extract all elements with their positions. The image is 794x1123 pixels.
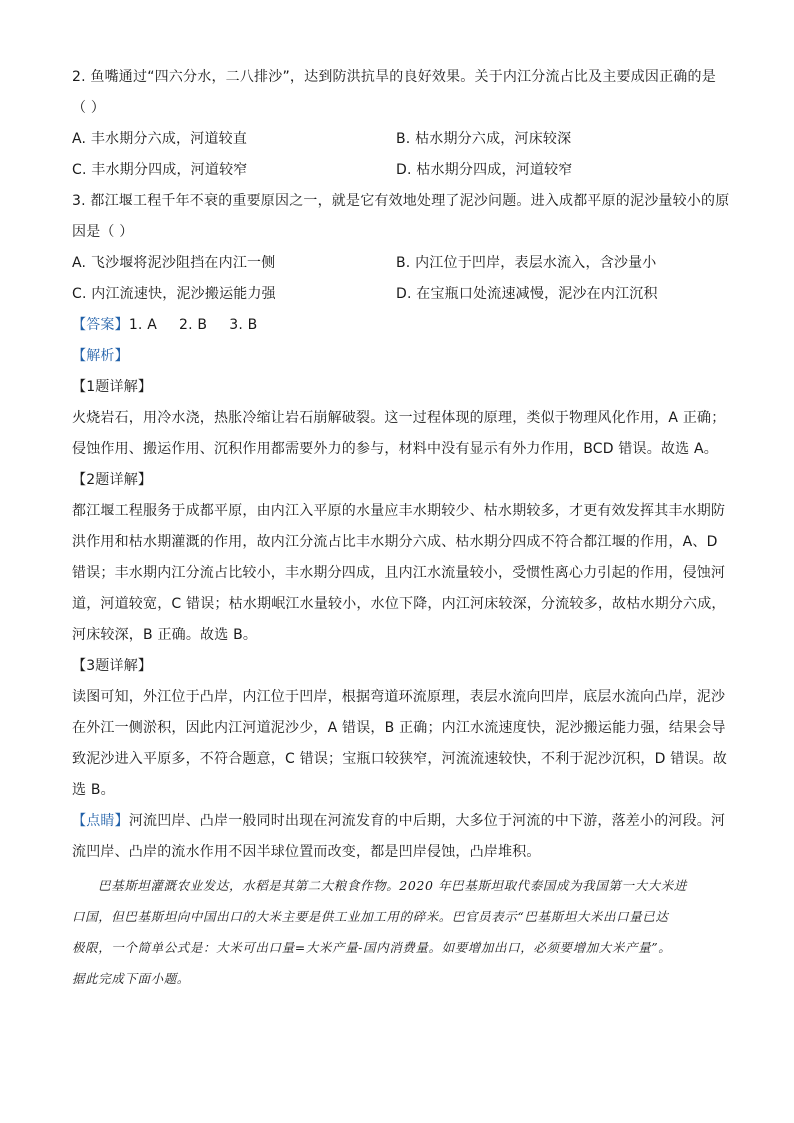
question-3-option-d: D. 在宝瓶口处流速减慢，泥沙在内江沉积 [396,286,658,302]
detail-1-line-1: 火烧岩石，用冷水浇，热胀冷缩让岩石崩解破裂。这一过程体现的原理，类似于物理风化作用，A 正确； [72,410,726,426]
detail-2-line-5: 河床较深，B 正确。故选 B。 [72,627,258,643]
analysis-heading [72,341,732,372]
question-3-option-b: B. 内江位于凹岸，表层水流入，含沙量小 [396,255,657,271]
detail-3-heading: 【3题详解】 [72,658,153,674]
question-3-options-row-2 [72,279,732,310]
passage-line-2: 口国，但巴基斯坦向中国出口的大米主要是供工业加工用的碎米。巴官员表示“巴基斯坦大米出口量已达 [72,909,669,924]
detail-1-heading: 【1题详解】 [72,379,153,395]
question-3-stem-line-2: 因是（ ） [72,224,134,240]
detail-2-line-4: 道，河道较宽，C 错误；枯水期岷江水量较小，水位下降，内江河床较深，分流较多，故枯水期分六成， [72,596,726,612]
answer-line [72,310,732,341]
detail-2-line-1: 都江堰工程服务于成都平原，由内江入平原的水量应丰水期较少、枯水期较多，才更有效发挥其丰水期防 [72,503,726,519]
question-2-stem-line-1: 2. 鱼嘴通过“四六分水，二八排沙”，达到防洪抗旱的良好效果。关于内江分流占比及主要成因正确的是 [72,69,716,85]
question-2-option-d: D. 枯水期分四成，河道较窄 [396,162,573,178]
analysis-tag: 【解析】 [72,348,129,364]
passage-line-1: 巴基斯坦灌溉农业发达，水稻是其第二大粮食作物。2020 年巴基斯坦取代泰国成为我国第一大大米进 [98,878,687,893]
question-3-options-row-1 [72,248,732,279]
detail-3-line-2: 在外江一侧淤积，因此内江河道泥沙少，A 错误，B 正确；内江水流速度快，泥沙搬运能力强，结果会导 [72,720,726,736]
tip-line-2: 流凹岸、凸岸的流水作用不因半球位置而改变，都是凹岸侵蚀，凸岸堆积。 [72,844,541,860]
detail-3-line-4: 选 B。 [72,782,115,798]
question-3-stem-line-1: 3. 都江堰工程千年不衰的重要原因之一，就是它有效地处理了泥沙问题。进入成都平原的泥沙量较小的原 [72,193,730,209]
document-page [72,62,732,994]
detail-1-line-2: 侵蚀作用、搬运作用、沉积作用都需要外力的参与，材料中没有显示有外力作用，BCD 错误。故选 A。 [72,441,718,457]
detail-2-line-2: 洪作用和枯水期灌溉的作用，故内江分流占比丰水期分六成、枯水期分四成不符合都江堰的作用，A、D [72,534,718,550]
tip-line-1 [72,806,732,837]
question-2-stem-line-2: （ ） [72,100,106,116]
detail-2-line-3: 错误；丰水期内江分流占比较小，丰水期分四成，且内江水流量较小，受惯性离心力引起的作用，侵蚀河 [72,565,726,581]
answer-tag: 【答案】 [72,317,129,333]
passage-line-3: 极限，一个简单公式是：大米可出口量=大米产量-国内消费量。如要增加出口，必须要增加大米产量”。 [72,940,672,955]
answer-3: 3. B [229,317,258,333]
question-2-options-row-1 [72,124,732,155]
question-2-options-row-2 [72,155,732,186]
detail-3-line-1: 读图可知，外江位于凸岸，内江位于凹岸，根据弯道环流原理，表层水流向凹岸，底层水流向凸岸，泥沙 [72,689,726,705]
answer-2: 2. B [179,317,208,333]
question-3-option-c: C. 内江流速快，泥沙搬运能力强 [72,286,276,302]
question-2-option-b: B. 枯水期分六成，河床较深 [396,131,572,147]
question-2-option-a: A. 丰水期分六成，河道较直 [72,131,248,147]
answer-items [129,310,280,341]
tip-text-1: 河流凹岸、凸岸一般同时出现在河流发育的中后期，大多位于河流的中下游，落差小的河段。河 [128,813,726,829]
detail-3-line-3: 致泥沙进入平原多，不符合题意，C 错误；宝瓶口较狭窄，河流流速较快，不利于泥沙沉积，D 错误。故 [72,751,728,767]
detail-2-heading: 【2题详解】 [72,472,153,488]
passage-line-4: 据此完成下面小题。 [72,971,190,986]
question-2-option-c: C. 丰水期分四成，河道较窄 [72,162,248,178]
answer-1: 1. A [128,317,157,333]
tip-tag: 【点睛】 [72,813,129,829]
question-3-option-a: A. 飞沙堰将泥沙阻挡在内江一侧 [72,255,276,271]
